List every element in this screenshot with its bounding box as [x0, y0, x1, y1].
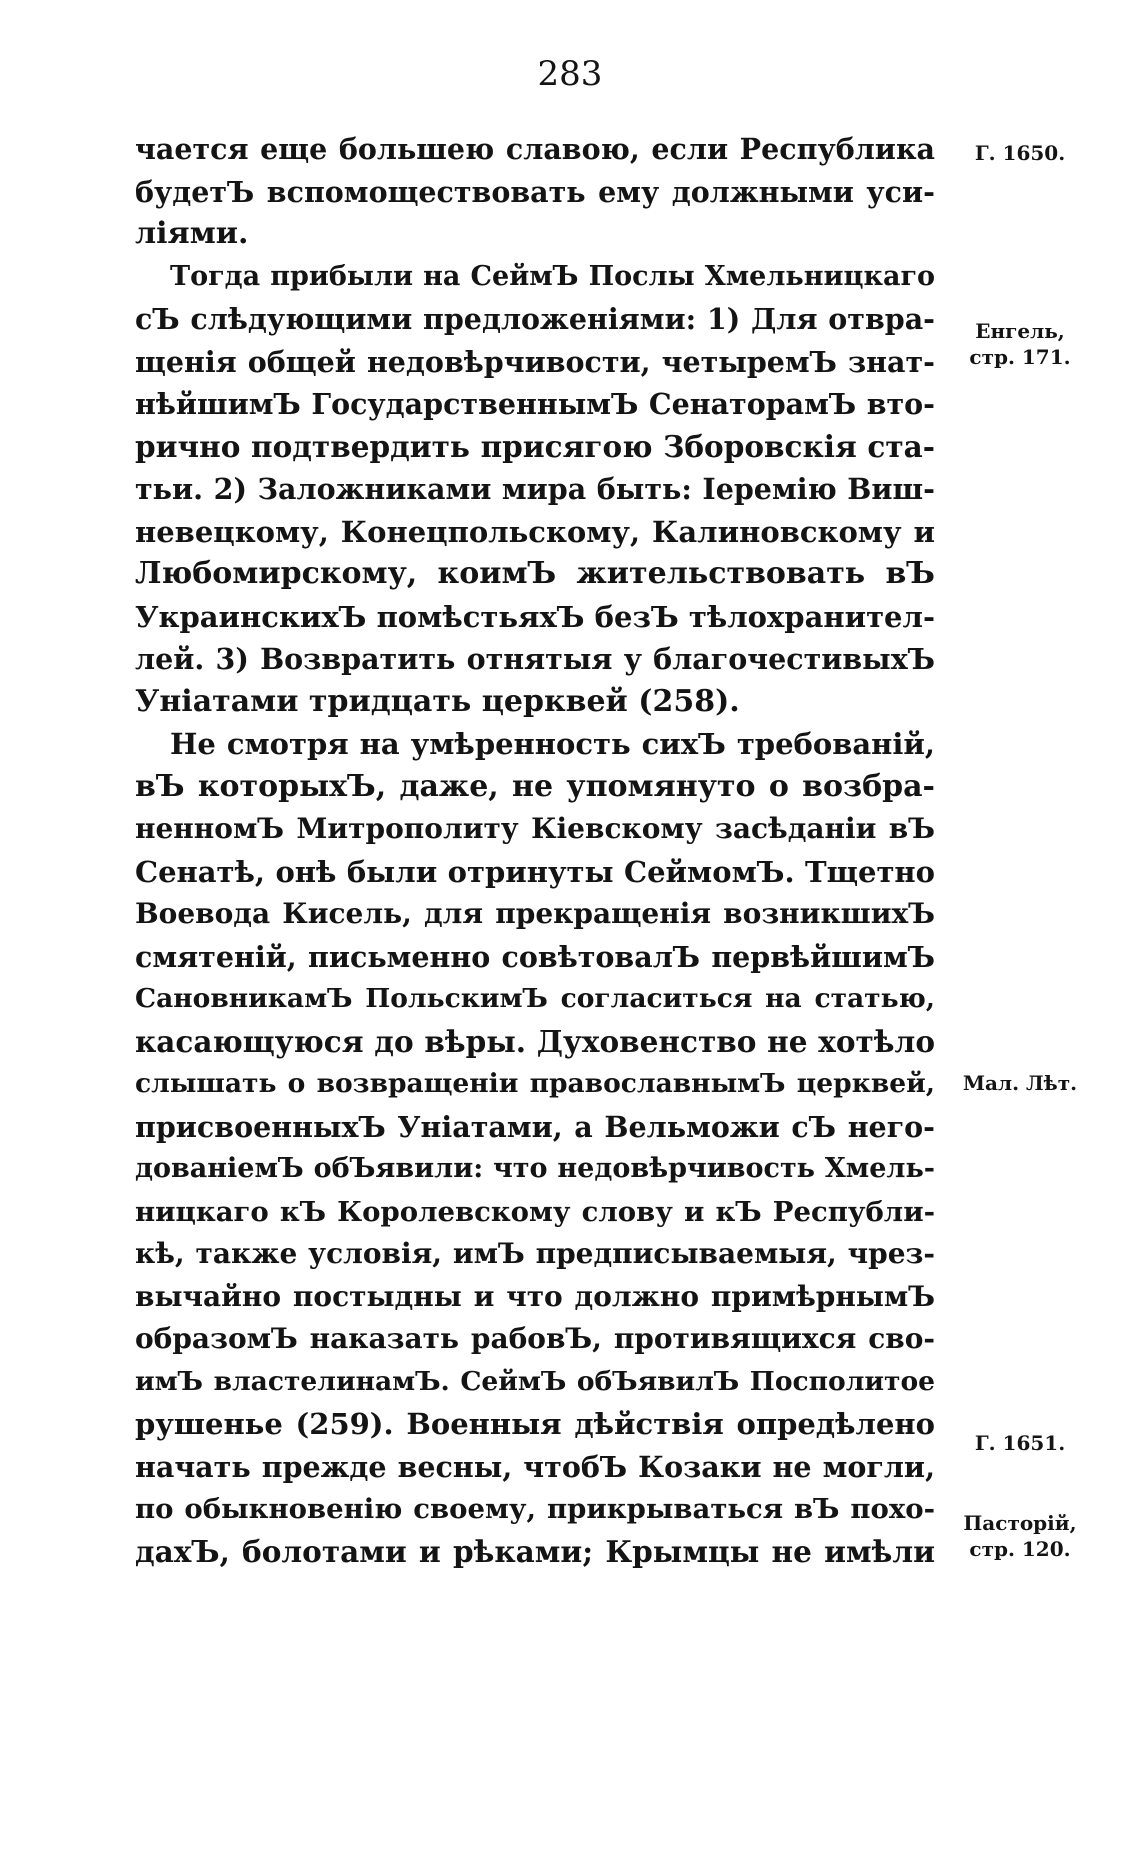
text-line: Не смотря на умѣренность сихЪ требованій,	[170, 727, 935, 761]
text-line: Сенатѣ, онѣ были отринуты СеймомЪ. Тщетно	[135, 854, 935, 889]
body-text	[135, 128, 935, 1573]
text-line: УкраинскихЪ помѣстьяхЪ безЪ тѣлохранител-	[135, 599, 935, 634]
text-line: присвоенныхЪ Уніатами, а Вельможи сЪ него-	[135, 1109, 935, 1144]
margin-note-engel	[945, 318, 1095, 370]
text-line: ліями.	[135, 216, 249, 251]
text-line: смятеній, письменно совѣтовалЪ первѣйшимЪ	[135, 939, 935, 974]
margin-note-text: Мал. Лѣт.	[962, 1071, 1078, 1095]
text-line: Любомирскому, коимЪ жительствовать вЪ	[135, 556, 935, 591]
text-line: дованіемЪ обЪявили: что недовѣрчивость Хмель-	[135, 1153, 935, 1184]
text-line: Воевода Кисель, для прекращенія возникшихЪ	[135, 897, 935, 930]
page-number: 283	[537, 54, 603, 94]
margin-note-line: стр. 171.	[969, 345, 1071, 369]
margin-note-line: стр. 120.	[969, 1537, 1071, 1561]
text-line: сЪ слѣдующими предложеніями: 1) Для отвра-	[135, 302, 935, 336]
margin-note-line: Енгель,	[975, 319, 1065, 343]
text-line: кѣ, также условія, имЪ предписываемыя, чрез-	[135, 1237, 935, 1270]
margin-note-mal-let	[945, 1070, 1095, 1096]
text-line: щенія общей недовѣрчивости, четыремЪ знат-	[135, 344, 935, 379]
margin-note-text: Г. 1650.	[974, 141, 1066, 165]
text-line: ненномЪ Митрополиту Кіевскому засѣданіи вЪ	[135, 812, 935, 845]
text-line: вЪ которыхЪ, даже, не упомянуто о возбра-	[135, 768, 935, 804]
text-line: невецкому, Конецпольскому, Калиновскому и	[135, 514, 935, 549]
text-line: дахЪ, болотами и рѣками; Крымцы не имѣли	[135, 1533, 935, 1569]
margin-note-text: Г. 1651.	[974, 1431, 1066, 1455]
text-line: ницкаго кЪ Королевскому слову и кЪ Республи-	[135, 1195, 935, 1228]
text-line: тьи. 2) Заложниками мира быть: Іеремію Виш-	[135, 472, 935, 506]
text-line: Тогда прибыли на СеймЪ Послы Хмельницкаго	[170, 260, 935, 292]
text-line: имЪ властелинамЪ. СеймЪ обЪявилЪ Посполитое	[135, 1365, 935, 1397]
text-line: нѣйшимЪ ГосударственнымЪ СенаторамЪ вто-	[135, 387, 935, 421]
text-line: вычайно постыдны и что должно примѣрнымЪ	[135, 1279, 935, 1313]
text-line: Уніатами тридцать церквей (258).	[135, 683, 740, 719]
text-line: касающуюся до вѣры. Духовенство не хотѣло	[135, 1023, 935, 1059]
text-line: СановникамЪ ПольскимЪ согласиться на статью,	[135, 983, 935, 1014]
text-line: по обыкновенію своему, прикрываться вЪ похо-	[135, 1493, 935, 1525]
text-line: начать прежде весны, чтобЪ Козаки не могли,	[135, 1449, 935, 1484]
margin-note-pastorius	[945, 1510, 1095, 1562]
text-line: будетЪ вспомоществовать ему должными уси-	[135, 174, 935, 209]
text-line: образомЪ наказать рабовЪ, противящихся сво-	[135, 1322, 935, 1355]
text-line: слышать о возвращеніи православнымЪ церквей,	[135, 1068, 935, 1099]
margin-note-line: Пасторій,	[963, 1511, 1077, 1535]
text-line: рушенье (259). Военныя дѣйствія опредѣлено	[135, 1407, 935, 1441]
text-line: рично подтвердить присягою Зборовскія ста-	[135, 428, 935, 464]
margin-note-year-1651	[945, 1430, 1095, 1456]
margin-note-year-1650	[945, 140, 1095, 166]
text-line: чается еще большею славою, если Республика	[135, 132, 935, 166]
text-line: лей. 3) Возвратить отнятыя у благочестивыхЪ	[135, 642, 935, 676]
